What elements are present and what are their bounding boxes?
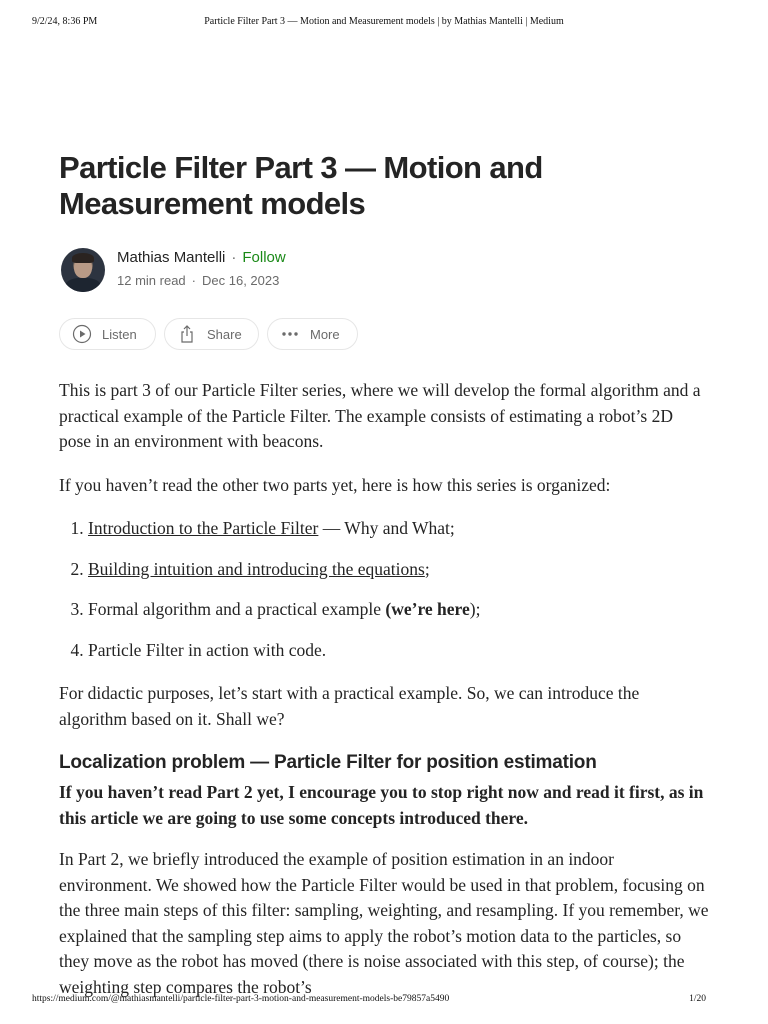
- share-label: Share: [207, 326, 242, 342]
- more-label: More: [310, 326, 340, 342]
- more-dots-icon: [280, 324, 300, 344]
- series-organization-paragraph: If you haven’t read the other two parts yet, here is how this series is organized:: [59, 474, 611, 495]
- listen-label: Listen: [102, 326, 137, 342]
- list-item: 2. Building intuition and introducing the equations;: [88, 557, 709, 583]
- section-heading: Localization problem — Particle Filter for position estimation: [59, 752, 597, 773]
- play-icon: [72, 324, 92, 344]
- print-date: 9/2/24, 8:36 PM: [32, 16, 98, 27]
- part2-recap-paragraph: In Part 2, we briefly introduced the example of position estimation in an indoor environment. We showed how the Particle Filter would be used in that problem, focusing on the three main steps of this filter: sampling, weighting, and resampling. If you remember, we explained that the sampling step aims to apply the robot’s motion data to the particles, so they move as the robot has moved (there is noise associated with this step, of course); the weighting step compares the robot’s: [59, 849, 709, 997]
- intro-paragraph: This is part 3 of our Particle Filter series, where we will develop the formal algorithm and a practical example of the Particle Filter. The example consists of estimating a robot’s 2D pose in an environment with beacons.: [59, 380, 701, 451]
- article-actions: [59, 318, 709, 352]
- current-part-marker: (we’re here: [385, 599, 470, 619]
- series-list: [59, 516, 709, 663]
- article-body: [59, 378, 709, 1000]
- more-button[interactable]: [267, 318, 358, 350]
- article-title: Particle Filter Part 3 — Motion and Measurement models: [59, 150, 543, 221]
- article: [59, 150, 709, 1018]
- print-header: [32, 16, 736, 30]
- list-item: 4. Particle Filter in action with code.: [88, 638, 709, 664]
- print-document-title: Particle Filter Part 3 — Motion and Measurement models | by Mathias Mantelli | Medium: [204, 16, 564, 27]
- author-name-link[interactable]: Mathias Mantelli: [117, 249, 226, 266]
- print-url: https://medium.com/@mathiasmantelli/particle-filter-part-3-motion-and-measurement-models-be79857a5490: [32, 994, 450, 1004]
- author-avatar[interactable]: [61, 248, 105, 292]
- byline: [59, 248, 709, 296]
- listen-button[interactable]: [59, 318, 156, 350]
- share-icon: [177, 324, 197, 344]
- part2-link[interactable]: Building intuition and introducing the equations: [88, 558, 425, 579]
- publish-date: Dec 16, 2023: [202, 273, 280, 288]
- list-item: 3. Formal algorithm and a practical example (we’re here);: [88, 597, 709, 623]
- bold-note: If you haven’t read Part 2 yet, I encourage you to stop right now and read it first, as in this article we are going to use some concepts introduced there.: [59, 782, 704, 828]
- author-line: [117, 248, 286, 268]
- separator-dot: ·: [191, 273, 196, 288]
- list-item: 1. Introduction to the Particle Filter — Why and What;: [88, 516, 709, 542]
- part1-link[interactable]: Introduction to the Particle Filter: [88, 518, 319, 538]
- didactic-paragraph: For didactic purposes, let’s start with a practical example. So, we can introduce the algorithm based on it. Shall we?: [59, 683, 640, 729]
- page-number: 1/20: [689, 994, 706, 1004]
- article-meta: [117, 272, 279, 290]
- share-button[interactable]: [164, 318, 259, 350]
- print-footer: [32, 994, 736, 1008]
- separator-dot: ·: [231, 249, 237, 266]
- read-time: 12 min read: [117, 273, 186, 288]
- follow-button[interactable]: Follow: [242, 249, 286, 266]
